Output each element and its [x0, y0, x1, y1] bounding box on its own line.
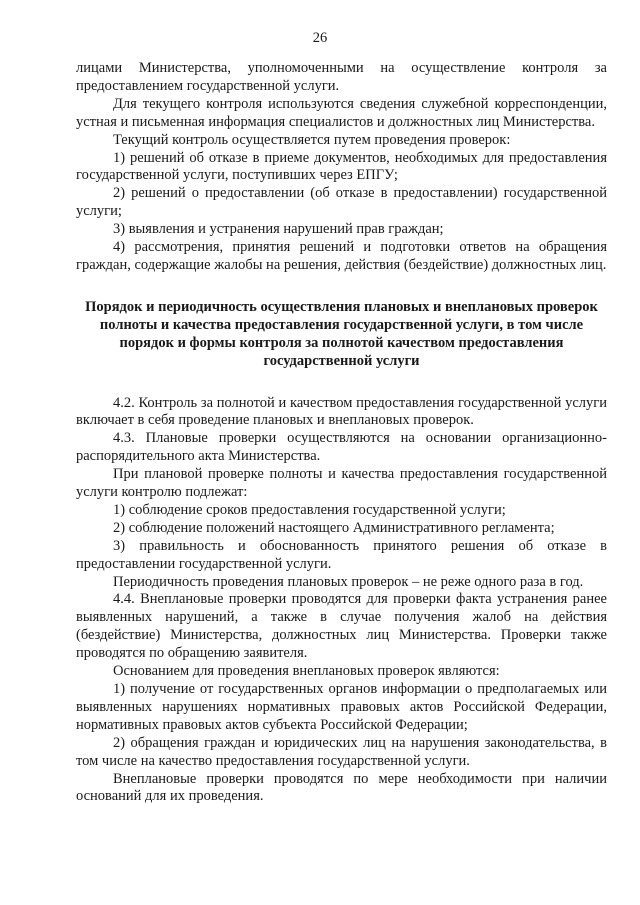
paragraph: При плановой проверке полноты и качества предоставления государственной услуги контролю подлежат: [76, 466, 607, 501]
section-heading: Порядок и периодичность осуществления плановых и внеплановых проверок полноты и качества предоставления государственной услуги, в том числе порядок и формы контроля за полнотой качеством предоставления государственной услуги [85, 298, 598, 369]
list-item: 4) рассмотрения, принятия решений и подготовки ответов на обращения граждан, содержащие жалобы на решения, действия (бездействие) должностных лиц. [76, 239, 607, 273]
list-item: 3) выявления и устранения нарушений прав граждан; [113, 221, 444, 238]
paragraph: Для текущего контроля используются сведения служебной корреспонденции, устная и письменная информация специалистов и должностных лиц Министерства. [76, 95, 607, 130]
list-item: 2) решений о предоставлении (об отказе в предоставлении) государственной услуги; [76, 185, 607, 220]
list-item: 3) правильность и обоснованность принятого решения об отказе в предоставлении государственной услуги. [76, 537, 607, 572]
page-number: 26 [312, 30, 328, 46]
list-item: 1) получение от государственных органов информации о предполагаемых или выявленных нарушениях нормативных правовых актов Российской Федерации, нормативных правовых актов субъекта Российской Федерации; [76, 681, 607, 733]
paragraph: Периодичность проведения плановых проверок – не реже одного раза в год. [113, 573, 584, 590]
list-item: 1) решений об отказе в приеме документов, необходимых для предоставления государственной услуги, поступивших через ЕПГУ; [76, 149, 607, 184]
list-item: 1) соблюдение сроков предоставления государственной услуги; [113, 501, 506, 518]
paragraph: Внеплановые проверки проводятся по мере необходимости при наличии оснований для их проведения. [76, 770, 607, 805]
list-item: 2) соблюдение положений настоящего Административного регламента; [113, 519, 555, 536]
paragraph: Текущий контроль осуществляется путем проведения проверок: [113, 131, 511, 148]
paragraph: лицами Министерства, уполномоченными на осуществление контроля за предоставлением государственной услуги. [76, 60, 607, 94]
paragraph: Основанием для проведения внеплановых проверок являются: [113, 663, 500, 680]
paragraph: 4.4. Внеплановые проверки проводятся для проверки факта устранения ранее выявленных нарушений, а также в случае получения жалоб на действия (бездействие) Министерства, должностных лиц Министерства. Проверки также проводятся по обращению заявителя. [76, 591, 607, 662]
paragraph: 4.3. Плановые проверки осуществляются на основании организационно-распорядительного акта Министерства. [76, 430, 607, 465]
document-body [76, 60, 607, 806]
paragraph: 4.2. Контроль за полнотой и качеством предоставления государственной услуги включает в себя проведение плановых и внеплановых проверок. [76, 394, 607, 429]
list-item: 2) обращения граждан и юридических лиц на нарушения законодательства, в том числе на качество предоставления государственной услуги. [76, 734, 607, 769]
